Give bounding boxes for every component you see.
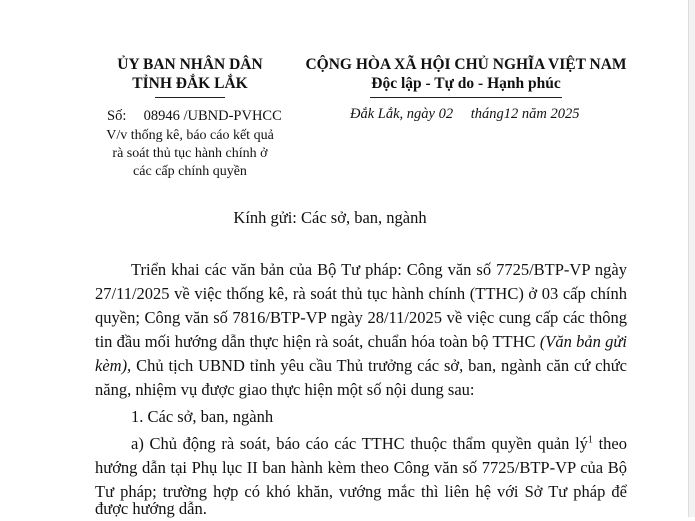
date-place: Đắk Lắk, ngày xyxy=(350,106,435,122)
date-year: năm 2025 xyxy=(521,106,580,122)
section-1-heading: 1. Các sở, ban, ngành xyxy=(131,407,274,426)
paragraph-1-line-4 xyxy=(95,330,627,354)
document-number-value: 08946 xyxy=(143,108,180,124)
motto-underline xyxy=(370,97,562,98)
paragraph-2-line-1-end: theo xyxy=(598,434,627,453)
date-month: 12 xyxy=(503,106,519,122)
attached-note-a: (Văn bản gửi xyxy=(539,332,627,351)
paragraph-1-line-2: 27/11/2025 về việc thống kê, rà soát thủ tục hành chính (TTHC) ở 03 cấp chính xyxy=(95,284,627,303)
authority-underline xyxy=(155,97,225,98)
paragraph-2-line-1-text: a) Chủ động rà soát, báo cáo các TTHC thuộc thẩm quyền quản lý xyxy=(131,434,588,453)
paragraph-1-line-4-text: tin đầu mối hướng dẫn thực hiện rà soát, chuẩn hóa toàn bộ TTHC xyxy=(95,332,536,351)
national-title: CỘNG HÒA XÃ HỘI CHỦ NGHĨA VIỆT NAM xyxy=(305,56,627,73)
page-edge-scrollbar xyxy=(688,0,695,517)
document-number-prefix: Số: xyxy=(107,108,127,124)
paragraph-1-last-line: năng, nhiệm vụ được giao thực hiện một số nội dung sau: xyxy=(95,380,475,399)
paragraph-2-line-1 xyxy=(131,432,627,456)
footnote-marker: 1 xyxy=(587,434,593,446)
document-number xyxy=(107,108,282,125)
paragraph-1-line-5-text: Chủ tịch UBND tỉnh yêu cầu Thủ trưởng các sở, ban, ngành căn cứ chức xyxy=(136,356,628,375)
paragraph-2-line-2: hướng dẫn tại Phụ lục II ban hành kèm theo Công văn số 7725/BTP-VP của Bộ xyxy=(95,458,627,477)
paragraph-2-last-line: được hướng dẫn. xyxy=(95,499,207,518)
recipient-line: Kính gửi: Các sở, ban, ngành xyxy=(233,208,427,227)
date-line xyxy=(350,106,579,123)
issuing-province: TỈNH ĐẮK LẮK xyxy=(132,75,248,92)
paragraph-1-line-1: Triển khai các văn bản của Bộ Tư pháp: Công văn số 7725/BTP-VP ngày xyxy=(131,260,627,279)
attached-note-b: kèm), xyxy=(95,356,132,375)
issuing-authority: ỦY BAN NHÂN DÂN xyxy=(117,56,263,73)
paragraph-1-line-5 xyxy=(95,354,627,378)
paragraph-2-line-3: Tư pháp; trường hợp có khó khăn, vướng mắc thì liên hệ với Sở Tư pháp để xyxy=(95,482,627,501)
subject-line-1: V/v thống kê, báo cáo kết quả xyxy=(106,128,274,143)
subject-line-3: các cấp chính quyền xyxy=(133,164,247,179)
national-motto: Độc lập - Tự do - Hạnh phúc xyxy=(371,75,561,92)
date-month-prefix: tháng xyxy=(470,106,504,122)
date-day: 02 xyxy=(438,106,454,122)
paragraph-1-line-3: quyền; Công văn số 7816/BTP-VP ngày 28/11/2025 về việc cung cấp các thông xyxy=(95,308,627,327)
subject-line-2: rà soát thủ tục hành chính ở xyxy=(112,146,268,161)
document-number-suffix: /UBND-PVHCC xyxy=(183,108,282,124)
